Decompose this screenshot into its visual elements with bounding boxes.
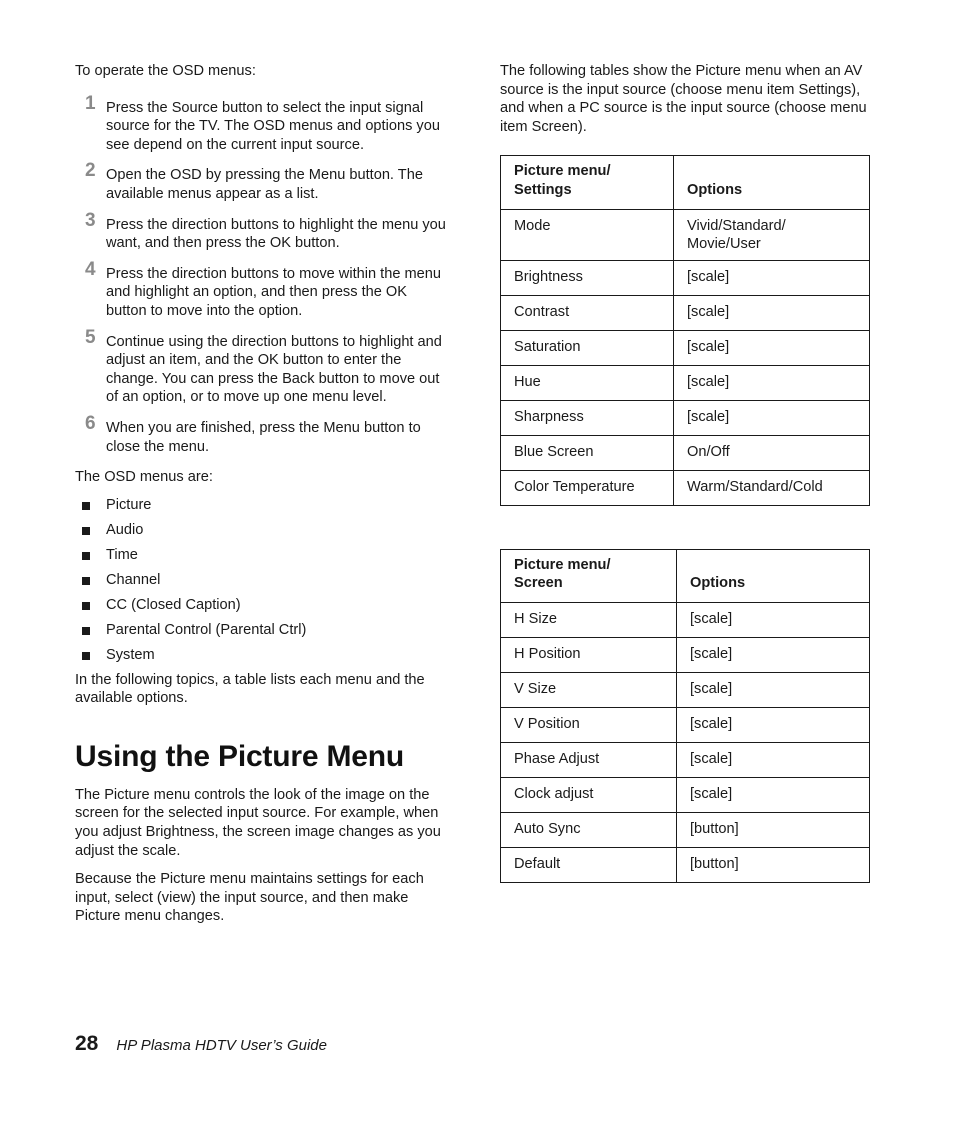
list-item	[75, 621, 447, 646]
step-item	[75, 209, 447, 253]
left-column	[75, 62, 447, 936]
options-cell: Warm/Standard/Cold	[674, 470, 870, 505]
section-heading: Using the Picture Menu	[75, 739, 404, 773]
table-row	[501, 637, 870, 672]
square-bullet-icon	[82, 652, 90, 660]
step-number: 1	[85, 92, 96, 114]
page-number: 28	[75, 1032, 99, 1055]
menu-item-cell: V Size	[501, 672, 677, 707]
square-bullet-icon	[82, 527, 90, 535]
guide-title: HP Plasma HDTV User’s Guide	[116, 1037, 327, 1054]
table-row	[501, 602, 870, 637]
step-item	[75, 92, 447, 155]
step-item	[75, 412, 447, 456]
menu-item-cell: Saturation	[501, 330, 674, 365]
table-row	[501, 742, 870, 777]
picture-menu-paragraph: The Picture menu controls the look of the image on the screen for the selected input source. For example, when you adjust Brightness, the screen image changes as you adjust the scale.	[75, 786, 441, 859]
column-header-options: Options	[677, 549, 870, 602]
menu-item-cell: Hue	[501, 365, 674, 400]
options-cell: [button]	[677, 847, 870, 882]
step-number: 2	[85, 160, 96, 182]
menu-item-cell: Contrast	[501, 295, 674, 330]
menu-name: Parental Control (Parental Ctrl)	[106, 621, 307, 638]
menus-intro: The OSD menus are:	[75, 469, 213, 486]
osd-menus-list	[75, 496, 447, 671]
menu-name: System	[106, 646, 155, 663]
menu-name: Audio	[106, 521, 144, 538]
menu-name: Picture	[106, 496, 152, 513]
menu-item-cell: H Position	[501, 637, 677, 672]
menu-item-cell: H Size	[501, 602, 677, 637]
step-text: Press the Source button to select the input signal source for the TV. The OSD menus and options you see depend on the current input source.	[106, 99, 440, 153]
menu-item-cell: Mode	[501, 209, 674, 260]
menu-item-cell: V Position	[501, 707, 677, 742]
right-column	[500, 62, 870, 883]
square-bullet-icon	[82, 602, 90, 610]
table-row	[501, 470, 870, 505]
osd-steps-list	[75, 92, 447, 457]
menu-name: Channel	[106, 571, 161, 588]
menu-item-cell: Blue Screen	[501, 435, 674, 470]
menu-item-cell: Color Temperature	[501, 470, 674, 505]
options-cell: [scale]	[677, 602, 870, 637]
step-number: 6	[85, 412, 96, 434]
square-bullet-icon	[82, 552, 90, 560]
options-cell: Vivid/Standard/ Movie/User	[674, 209, 870, 260]
table-header-row	[501, 549, 870, 602]
step-number: 3	[85, 209, 96, 231]
picture-settings-table	[500, 155, 870, 505]
step-text: Continue using the direction buttons to highlight and adjust an item, and the OK button to enter the change. You can press the Back button to move out of an option, or to move up one menu level.	[106, 333, 442, 406]
step-number: 4	[85, 258, 96, 280]
step-item	[75, 258, 447, 321]
options-cell: On/Off	[674, 435, 870, 470]
table-row	[501, 400, 870, 435]
column-header-menu: Picture menu/ Settings	[501, 156, 674, 209]
list-item	[75, 596, 447, 621]
square-bullet-icon	[82, 502, 90, 510]
square-bullet-icon	[82, 627, 90, 635]
options-cell: [button]	[677, 812, 870, 847]
options-cell: [scale]	[677, 637, 870, 672]
square-bullet-icon	[82, 577, 90, 585]
menu-item-cell: Clock adjust	[501, 777, 677, 812]
list-item	[75, 646, 447, 671]
menu-name: CC (Closed Caption)	[106, 596, 241, 613]
column-header-options: Options	[674, 156, 870, 209]
table-row	[501, 260, 870, 295]
table-row	[501, 707, 870, 742]
list-item	[75, 571, 447, 596]
menu-item-cell: Sharpness	[501, 400, 674, 435]
step-item	[75, 160, 447, 203]
step-text: Press the direction buttons to highlight the menu you want, and then press the OK button.	[106, 216, 446, 252]
options-cell: [scale]	[677, 672, 870, 707]
options-cell: [scale]	[674, 400, 870, 435]
table-header-row	[501, 156, 870, 209]
table-row	[501, 209, 870, 260]
step-item	[75, 326, 447, 407]
list-item	[75, 521, 447, 546]
tables-intro: The following tables show the Picture menu when an AV source is the input source (choose menu item Settings), and when a PC source is the input source (choose menu item Screen).	[500, 63, 867, 135]
picture-menu-settings-paragraph: Because the Picture menu maintains settings for each input, select (view) the input source, and then make Picture menu changes.	[75, 871, 424, 925]
menu-item-cell: Default	[501, 847, 677, 882]
step-text: Press the direction buttons to move within the menu and highlight an option, and then press the OK button to move into the option.	[106, 265, 442, 319]
page-footer	[75, 1032, 327, 1056]
table-row	[501, 365, 870, 400]
column-header-menu: Picture menu/ Screen	[501, 549, 677, 602]
table-row	[501, 330, 870, 365]
options-cell: [scale]	[674, 330, 870, 365]
step-text: When you are finished, press the Menu button to close the menu.	[106, 419, 421, 455]
options-cell: [scale]	[674, 365, 870, 400]
picture-screen-table	[500, 549, 870, 883]
options-cell: [scale]	[674, 260, 870, 295]
list-item	[75, 496, 447, 521]
options-cell: [scale]	[677, 777, 870, 812]
menu-item-cell: Brightness	[501, 260, 674, 295]
options-cell: [scale]	[677, 742, 870, 777]
table-row	[501, 812, 870, 847]
menu-item-cell: Auto Sync	[501, 812, 677, 847]
table-row	[501, 435, 870, 470]
table-row	[501, 777, 870, 812]
menu-name: Time	[106, 546, 138, 563]
list-item	[75, 546, 447, 571]
table-row	[501, 295, 870, 330]
options-cell: [scale]	[677, 707, 870, 742]
options-cell: [scale]	[674, 295, 870, 330]
osd-intro: To operate the OSD menus:	[75, 63, 256, 79]
step-number: 5	[85, 326, 96, 348]
table-row	[501, 847, 870, 882]
menu-item-cell: Phase Adjust	[501, 742, 677, 777]
following-topics-note: In the following topics, a table lists each menu and the available options.	[75, 671, 425, 707]
step-text: Open the OSD by pressing the Menu button. The available menus appear as a list.	[106, 167, 423, 202]
table-row	[501, 672, 870, 707]
